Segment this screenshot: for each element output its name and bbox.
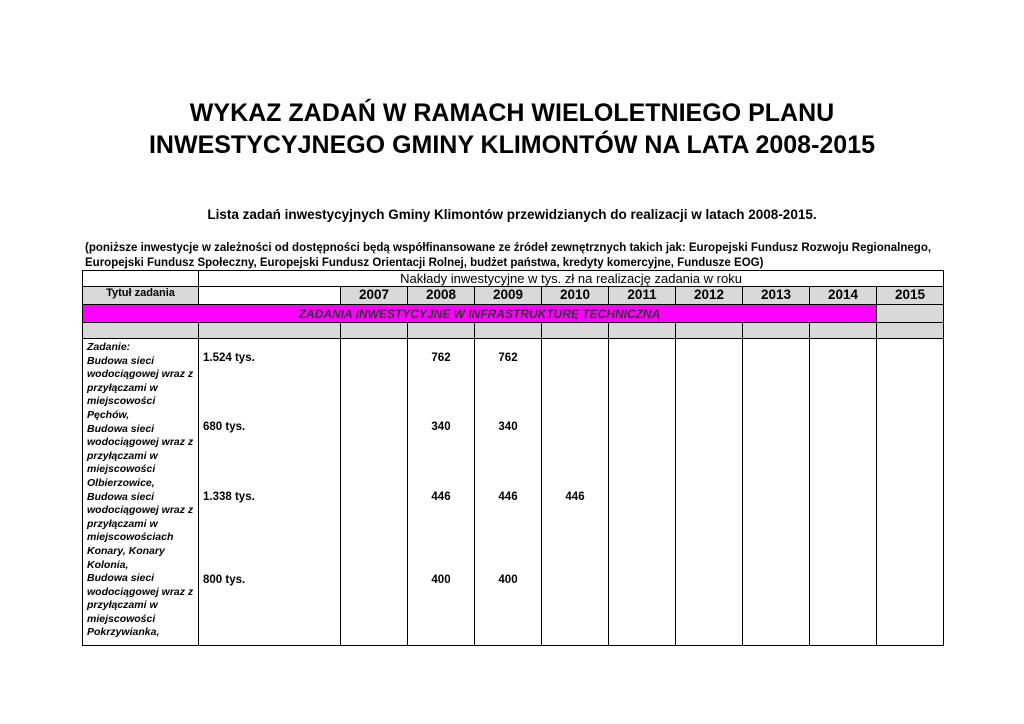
spacer-cell <box>542 323 609 339</box>
title-line-1: WYKAZ ZADAŃ W RAMACH WIELOLETNIEGO PLANU <box>189 99 835 127</box>
spacer-cell <box>877 323 944 339</box>
year-2010-values <box>542 339 609 646</box>
year-2012: 2012 <box>676 287 743 305</box>
task-3-title <box>87 491 198 573</box>
task-line: przyłączami w <box>87 381 158 394</box>
year-2013: 2013 <box>743 287 810 305</box>
task-1-total: 1.524 tys. <box>203 352 255 364</box>
header-row-naklady <box>83 271 944 287</box>
year-2012-values <box>676 339 743 646</box>
task-3-2009-value: 446 <box>498 491 518 503</box>
header-blank-cell <box>83 271 199 287</box>
task-3-total: 1.338 tys. <box>203 491 255 503</box>
title-line-2: INWESTYCYJNEGO GMINY KLIMONTÓW NA LATA 2008-2015 <box>148 131 876 159</box>
task-line: miejscowości <box>87 463 156 476</box>
spacer-cell <box>83 323 199 339</box>
spacer-row <box>83 323 944 339</box>
spacer-cell <box>609 323 676 339</box>
task-3-2008-value: 446 <box>431 491 451 503</box>
task-line: Konary, Konary <box>87 544 165 557</box>
year-2015: 2015 <box>877 287 944 305</box>
year-2014: 2014 <box>810 287 877 305</box>
task-line: Pokrzywianka, <box>87 626 160 639</box>
task-line: przyłączami w <box>87 599 158 612</box>
year-2013-values <box>743 339 810 646</box>
spacer-cell <box>676 323 743 339</box>
task-line: przyłączami w <box>87 449 158 462</box>
task-1-2008-value: 762 <box>431 352 451 364</box>
task-line: miejscowościach <box>87 531 174 544</box>
spacer-cell <box>475 323 542 339</box>
section-row <box>83 305 944 323</box>
spacer-cell <box>810 323 877 339</box>
header-blank-cost <box>199 287 341 305</box>
task-line: Budowa sieci <box>87 422 155 435</box>
year-2015-values <box>877 339 944 646</box>
task-4-total: 800 tys. <box>203 574 246 586</box>
document-subtitle: Lista zadań inwestycyjnych Gminy Klimontów przewidzianych do realizacji w latach 2008-2015. <box>207 207 817 222</box>
task-label: Zadanie: <box>87 341 131 353</box>
section-title: ZADANIA INWESTYCYJNE W INFRASTRUKTURĘ TECHNICZNĄ <box>83 305 877 323</box>
task-2-total: 680 tys. <box>203 421 246 433</box>
task-line: Kolonia, <box>87 558 129 571</box>
task-4-2008-value: 400 <box>431 574 451 586</box>
year-2010: 2010 <box>542 287 609 305</box>
header-naklady: Nakłady inwestycyjne w tys. zł na realizację zadania w roku <box>199 271 944 287</box>
year-2009: 2009 <box>475 287 542 305</box>
year-2014-values <box>810 339 877 646</box>
task-line: Budowa sieci <box>87 572 155 585</box>
investment-table <box>82 270 944 646</box>
year-2008-values <box>408 339 475 646</box>
year-2011: 2011 <box>609 287 676 305</box>
spacer-cell <box>199 323 341 339</box>
funding-note: (poniższe inwestycje w zależności od dostępności będą współfinansowane ze źródeł zewnętrznych takich jak: Europejski Fundusz Rozwoju Regionalnego, Europejski Fundusz Społeczny, Europejski Fundusz Orientacji Rolnej, budżet państwa, kredyty komercyjne, Fundusze EOG) <box>85 242 932 269</box>
task-totals-cell <box>199 339 341 646</box>
header-tytul-zadania: Tytuł zadania <box>83 287 199 305</box>
year-2007: 2007 <box>341 287 408 305</box>
task-4-2009-value: 400 <box>498 574 518 586</box>
task-line: miejscowości <box>87 395 156 408</box>
year-2011-values <box>609 339 676 646</box>
task-1-title <box>87 355 198 423</box>
header-row-years <box>83 287 944 305</box>
task-line: wodociągowej wraz z <box>87 368 194 381</box>
task-line: Olbierzowice, <box>87 476 155 489</box>
section-edge-cell <box>877 305 944 323</box>
task-line: Budowa sieci <box>87 490 155 503</box>
document-title <box>0 97 1024 161</box>
spacer-cell <box>743 323 810 339</box>
year-2008: 2008 <box>408 287 475 305</box>
tasks-row <box>83 339 944 646</box>
task-titles-cell <box>83 339 199 646</box>
task-2-title <box>87 423 198 491</box>
task-line: wodociągowej wraz z <box>87 436 194 449</box>
task-line: miejscowości <box>87 612 156 625</box>
task-2-2008-value: 340 <box>431 421 451 433</box>
task-line: wodociągowej wraz z <box>87 585 194 598</box>
year-2009-values <box>475 339 542 646</box>
spacer-cell <box>341 323 408 339</box>
task-3-2010-value: 446 <box>565 491 585 503</box>
task-line: Pęchów, <box>87 408 130 421</box>
task-line: wodociągowej wraz z <box>87 504 194 517</box>
task-4-title <box>87 572 198 640</box>
task-line: Budowa sieci <box>87 354 155 367</box>
task-1-2009-value: 762 <box>498 352 518 364</box>
spacer-cell <box>408 323 475 339</box>
task-line: przyłączami w <box>87 517 158 530</box>
year-2007-values <box>341 339 408 646</box>
task-2-2009-value: 340 <box>498 421 518 433</box>
